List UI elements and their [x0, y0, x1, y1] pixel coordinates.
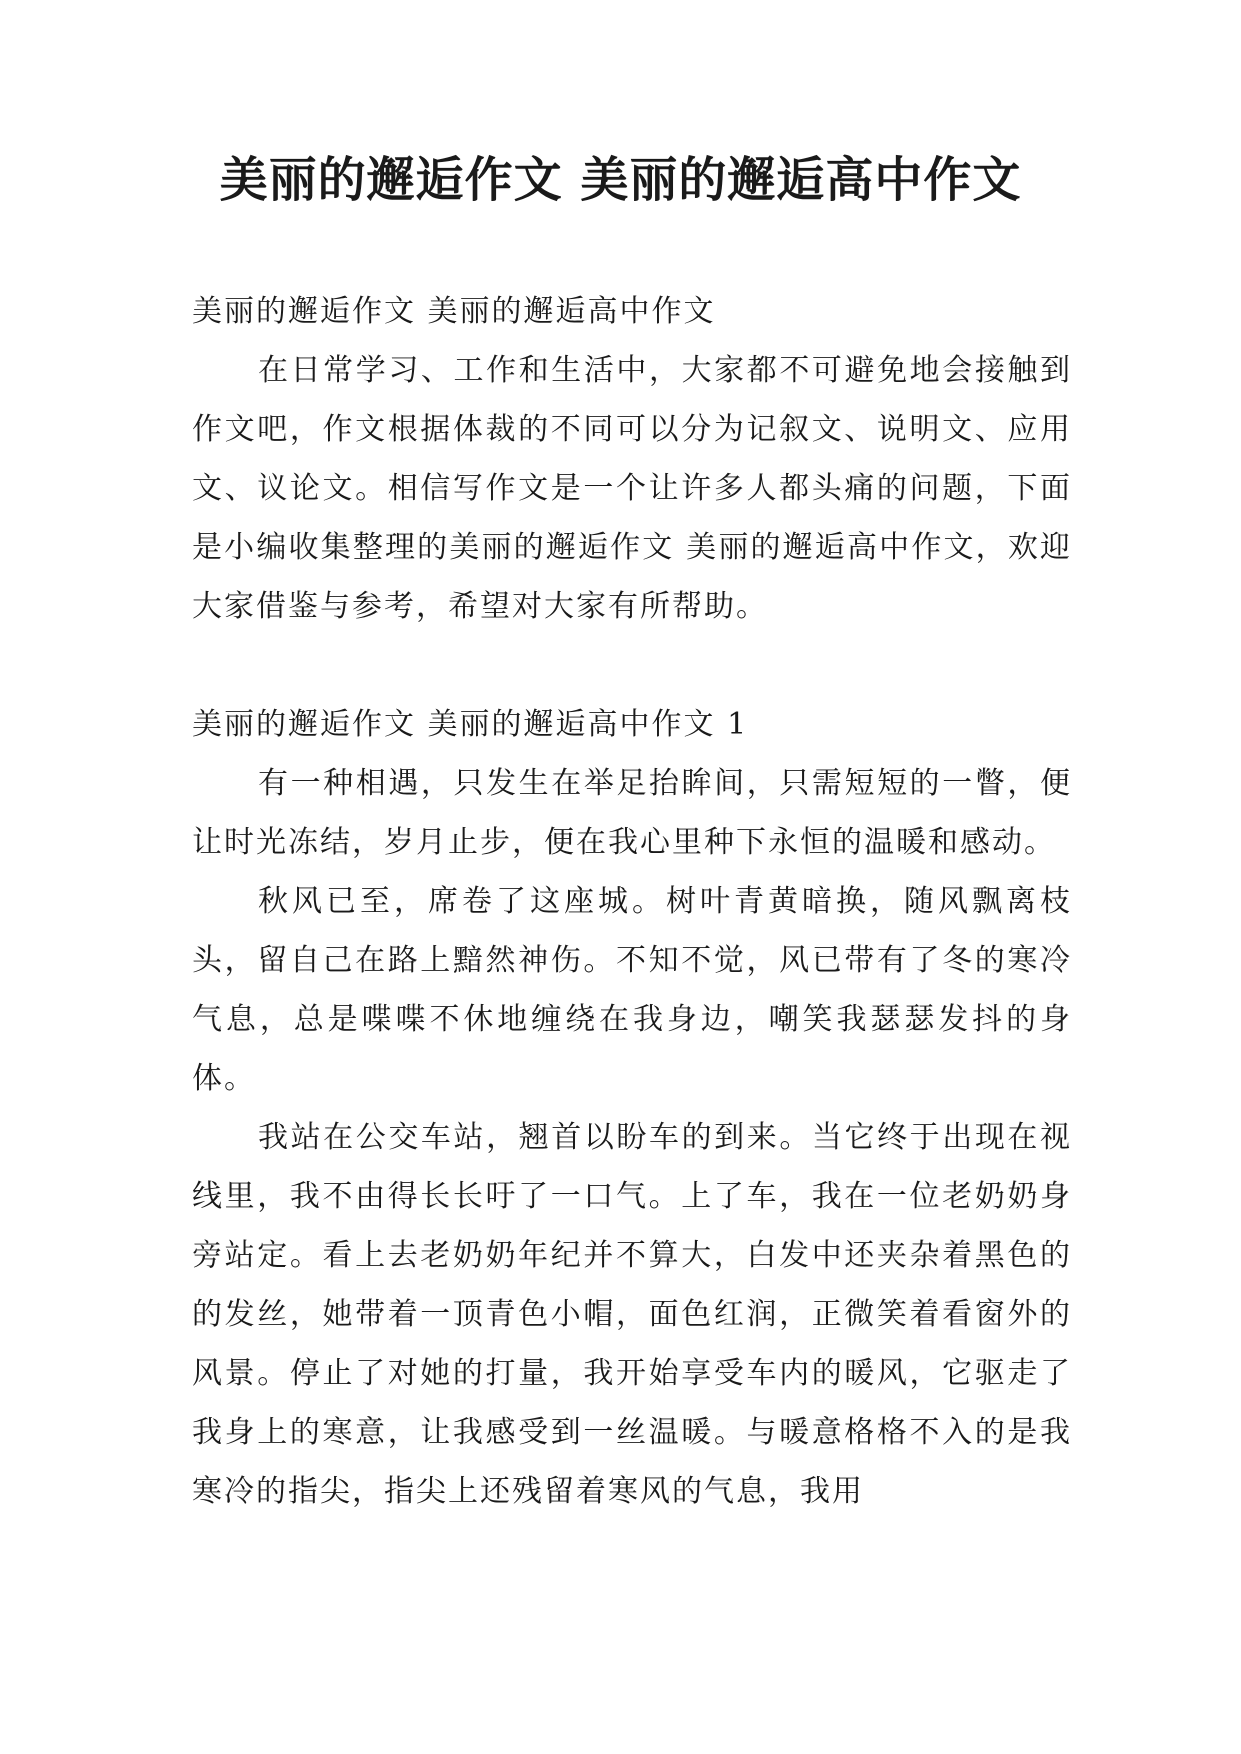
body-paragraph: 有一种相遇，只发生在举足抬眸间，只需短短的一瞥，便让时光冻结，岁月止步，便在我心里种下永恒的温暖和感动。	[192, 766, 1072, 860]
intro-paragraph: 在日常学习、工作和生活中，大家都不可避免地会接触到作文吧，作文根据体裁的不同可以分为记叙文、说明文、应用文、议论文。相信写作文是一个让许多人都头痛的问题，下面是小编收集整理的美丽的邂逅作文 美丽的邂逅高中作文，欢迎大家借鉴与参考，希望对大家有所帮助。	[192, 353, 1072, 624]
body-paragraph: 我站在公交车站，翘首以盼车的到来。当它终于出现在视线里，我不由得长长吁了一口气。上了车，我在一位老奶奶身旁站定。看上去老奶奶年纪并不算大，白发中还夹杂着黑色的的发丝，她带着一顶青色小帽，面色红润，正微笑着看窗外的风景。停止了对她的打量，我开始享受车内的暖风，它驱走了我身上的寒意，让我感受到一丝温暖。与暖意格格不入的是我寒冷的指尖，指尖上还残留着寒风的气息，我用	[192, 1120, 1072, 1509]
body-paragraph: 秋风已至，席卷了这座城。树叶青黄暗换，随风飘离枝头，留自己在路上黯然神伤。不知不觉，风已带有了冬的寒冷气息，总是喋喋不休地缠绕在我身边，嘲笑我瑟瑟发抖的身体。	[192, 884, 1072, 1096]
document-body	[192, 282, 1072, 1521]
section-spacer	[192, 636, 1072, 695]
section-heading: 美丽的邂逅作文 美丽的邂逅高中作文 1	[192, 707, 749, 742]
subheading: 美丽的邂逅作文 美丽的邂逅高中作文	[192, 294, 716, 329]
document-title: 美丽的邂逅作文 美丽的邂逅高中作文	[219, 152, 1022, 208]
